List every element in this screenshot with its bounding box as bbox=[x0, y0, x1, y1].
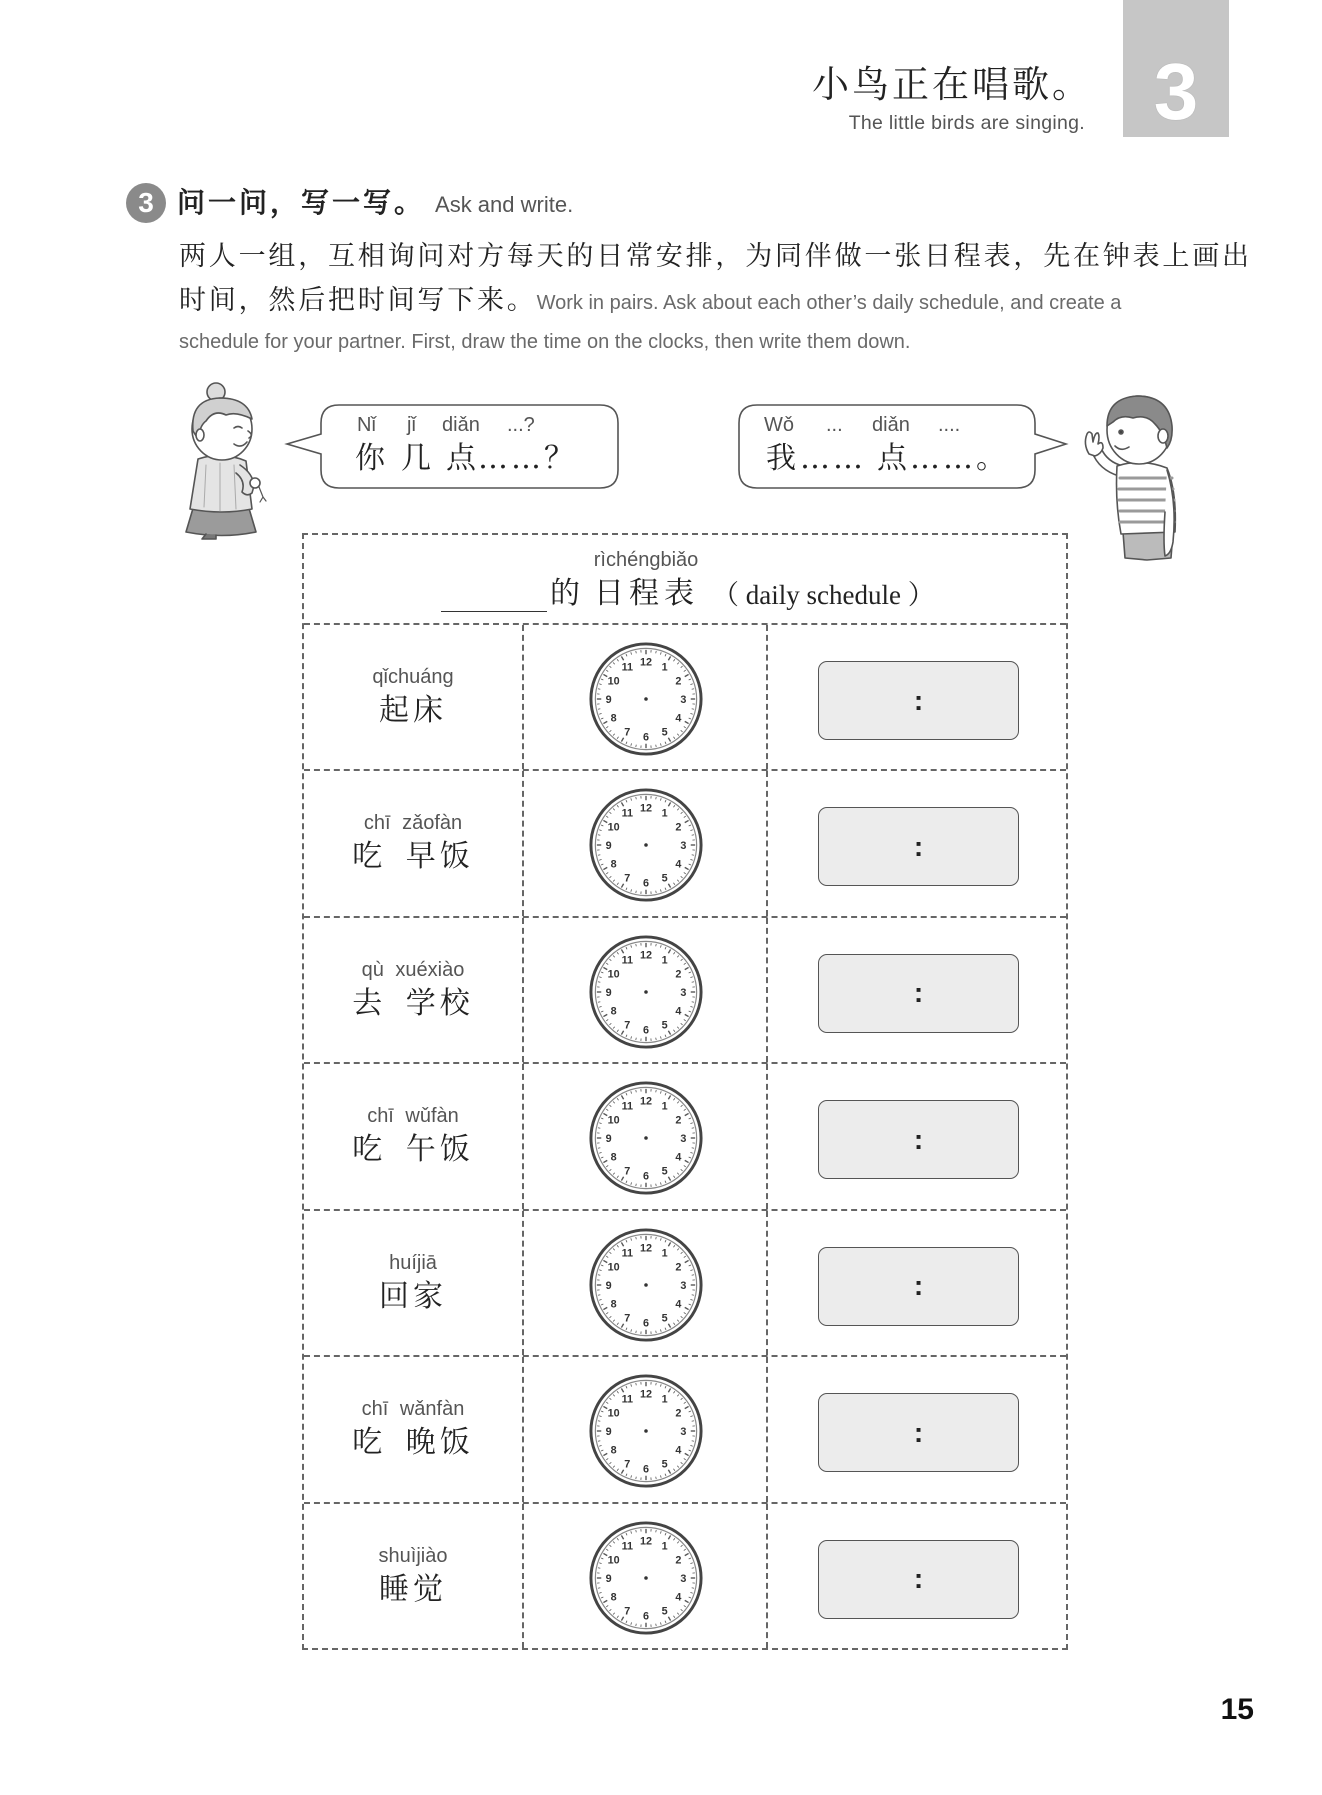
clock-number: 3 bbox=[680, 840, 687, 853]
clock-number: 8 bbox=[610, 1005, 617, 1018]
clock-number: 11 bbox=[621, 1100, 634, 1113]
clock-number: 5 bbox=[661, 1019, 668, 1032]
clock-tick bbox=[656, 1477, 657, 1479]
clock-number: 5 bbox=[661, 1604, 668, 1617]
bubble-hanzi: 我 bbox=[766, 441, 799, 476]
clock-face bbox=[587, 1519, 705, 1637]
bubble-pinyin: .... bbox=[938, 414, 961, 436]
schedule-row bbox=[304, 1064, 1066, 1210]
time-colon: : bbox=[913, 977, 924, 1009]
clock-number: 11 bbox=[621, 954, 634, 967]
clock-number: 11 bbox=[621, 1540, 634, 1553]
clock-number: 1 bbox=[661, 661, 668, 674]
clock-cell bbox=[524, 1064, 768, 1208]
clock-tick bbox=[598, 709, 600, 710]
clock-number: 6 bbox=[642, 1463, 650, 1476]
clock-tick bbox=[692, 1294, 694, 1295]
clock-tick bbox=[692, 1274, 694, 1275]
clock-number: 5 bbox=[661, 726, 668, 739]
clock-tick bbox=[656, 891, 657, 893]
activity-cell bbox=[304, 1211, 524, 1355]
clock-tick bbox=[656, 1529, 657, 1531]
bubble-pinyin: diǎn bbox=[872, 414, 910, 436]
time-colon: : bbox=[913, 830, 924, 862]
clock-tick bbox=[598, 1294, 600, 1295]
clock-tick bbox=[692, 982, 694, 983]
clock-tick bbox=[656, 1090, 657, 1092]
clock-number: 3 bbox=[680, 1279, 687, 1292]
activity-pinyin: shuìjiào bbox=[378, 1544, 448, 1567]
time-box bbox=[818, 1100, 1019, 1179]
clock-number: 6 bbox=[642, 731, 650, 744]
clock-tick bbox=[636, 1237, 637, 1239]
header-title-zh: 日程表 bbox=[594, 576, 699, 611]
activity-pinyin: huíjiā bbox=[389, 1251, 437, 1274]
clock-number: 10 bbox=[607, 821, 620, 834]
clock-number: 10 bbox=[607, 1114, 620, 1127]
clock-cell bbox=[524, 1211, 768, 1355]
activity-pinyin: qù xuéxiào bbox=[361, 958, 465, 981]
clock-tick bbox=[598, 1148, 600, 1149]
time-box bbox=[818, 1540, 1019, 1619]
clock-number: 2 bbox=[675, 1407, 682, 1420]
clock-number: 4 bbox=[675, 712, 682, 725]
time-cell bbox=[768, 1211, 1066, 1355]
clock-number: 2 bbox=[675, 1553, 682, 1566]
clock-tick bbox=[656, 745, 657, 747]
clock-number: 9 bbox=[605, 1133, 612, 1146]
clock-number: 5 bbox=[661, 1165, 668, 1178]
bubble-hanzi: …… bbox=[800, 441, 866, 476]
clock-number: 10 bbox=[607, 1553, 620, 1566]
time-colon: : bbox=[913, 1270, 924, 1302]
girl-illustration bbox=[176, 381, 276, 541]
clock-tick bbox=[656, 651, 657, 653]
bubble-hanzi: 几 bbox=[401, 441, 434, 476]
clock-tick bbox=[598, 835, 600, 836]
clock-number: 2 bbox=[675, 821, 682, 834]
clock-cell bbox=[524, 1357, 768, 1501]
clock-tick bbox=[636, 1383, 637, 1385]
clock-tick bbox=[692, 1421, 694, 1422]
clock-tick bbox=[636, 745, 637, 747]
bubble-hanzi: 你 bbox=[355, 441, 388, 476]
clock-number: 4 bbox=[675, 1591, 682, 1604]
schedule-row bbox=[304, 918, 1066, 1064]
section-heading-zh: 问一问，写一写。 bbox=[177, 186, 426, 219]
clock-tick bbox=[636, 797, 637, 799]
clock-tick bbox=[636, 651, 637, 653]
clock-face bbox=[587, 640, 705, 758]
clock-tick bbox=[656, 944, 657, 946]
clock-tick bbox=[692, 1148, 694, 1149]
clock-center-dot bbox=[644, 1283, 648, 1287]
clock-number: 12 bbox=[639, 1388, 653, 1401]
bubble-pinyin: ... bbox=[826, 414, 843, 436]
time-cell bbox=[768, 1064, 1066, 1208]
time-cell bbox=[768, 1504, 1066, 1648]
clock-number: 3 bbox=[680, 986, 687, 999]
clock-tick bbox=[636, 1038, 637, 1040]
clock-tick bbox=[656, 797, 657, 799]
clock-face bbox=[587, 933, 705, 1051]
clock-number: 3 bbox=[680, 1572, 687, 1585]
instruction-line bbox=[179, 321, 1209, 365]
activity-pinyin: chī wǎnfàn bbox=[361, 1398, 465, 1421]
clock-center-dot bbox=[644, 990, 648, 994]
clock-number: 5 bbox=[661, 1458, 668, 1471]
header-title-en: （ daily schedule ） bbox=[712, 580, 935, 610]
clock-number: 12 bbox=[639, 1535, 653, 1548]
schedule-header bbox=[304, 535, 1066, 625]
clock-number: 2 bbox=[675, 675, 682, 688]
clock-cell bbox=[524, 771, 768, 915]
clock-tick bbox=[692, 855, 694, 856]
clock-number: 8 bbox=[610, 1151, 617, 1164]
activity-cell bbox=[304, 918, 524, 1062]
bubble-hanzi: 点 bbox=[446, 441, 479, 476]
header-prefix: 的 bbox=[550, 576, 580, 611]
clock-number: 6 bbox=[642, 1609, 650, 1622]
schedule-row bbox=[304, 1357, 1066, 1503]
clock-cell bbox=[524, 918, 768, 1062]
clock-number: 7 bbox=[624, 1165, 631, 1178]
clock-number: 8 bbox=[610, 1591, 617, 1604]
clock-tick bbox=[692, 1441, 694, 1442]
activity-cell bbox=[304, 625, 524, 769]
name-blank-line bbox=[441, 611, 547, 612]
clock-tick bbox=[598, 1587, 600, 1588]
activity-hanzi: 睡觉 bbox=[379, 1571, 447, 1607]
clock-cell bbox=[524, 1504, 768, 1648]
time-cell bbox=[768, 771, 1066, 915]
clock-number: 2 bbox=[675, 968, 682, 981]
clock-tick bbox=[656, 1383, 657, 1385]
clock-number: 7 bbox=[624, 1019, 631, 1032]
clock-face bbox=[587, 1372, 705, 1490]
bubble-hanzi: 点 bbox=[877, 441, 910, 476]
clock-tick bbox=[692, 1587, 694, 1588]
clock-number: 3 bbox=[680, 693, 687, 706]
boy-illustration bbox=[1077, 392, 1181, 564]
clock-number: 1 bbox=[661, 954, 668, 967]
activity-pinyin: chī zǎofàn bbox=[363, 812, 463, 835]
clock-cell bbox=[524, 625, 768, 769]
clock-tick bbox=[598, 855, 600, 856]
activity-pinyin: chī wǔfàn bbox=[367, 1105, 459, 1128]
activity-cell bbox=[304, 771, 524, 915]
clock-tick bbox=[598, 1567, 600, 1568]
clock-tick bbox=[598, 982, 600, 983]
clock-number: 1 bbox=[661, 1393, 668, 1406]
schedule-row bbox=[304, 1504, 1066, 1648]
clock-number: 1 bbox=[661, 1247, 668, 1260]
clock-number: 4 bbox=[675, 1298, 682, 1311]
clock-tick bbox=[656, 1237, 657, 1239]
clock-tick bbox=[656, 1038, 657, 1040]
bubble-pinyin: jǐ bbox=[407, 414, 416, 436]
activity-cell bbox=[304, 1064, 524, 1208]
activity-pinyin: qǐchuáng bbox=[372, 666, 454, 688]
schedule-body bbox=[304, 625, 1066, 1648]
clock-number: 11 bbox=[621, 1247, 634, 1260]
clock-number: 2 bbox=[675, 1114, 682, 1127]
clock-tick bbox=[636, 1477, 637, 1479]
clock-number: 3 bbox=[680, 1133, 687, 1146]
clock-number: 4 bbox=[675, 859, 682, 872]
clock-number: 4 bbox=[675, 1444, 682, 1457]
instruction-zh: 两人一组，互相询问对方每天的日常安排，为同伴做一张日程表，先在钟表上画出 bbox=[179, 241, 1252, 272]
clock-face bbox=[587, 786, 705, 904]
schedule-row bbox=[304, 771, 1066, 917]
time-box bbox=[818, 1393, 1019, 1472]
clock-number: 12 bbox=[639, 949, 653, 962]
instruction-zh: 时间，然后把时间写下来。 bbox=[179, 284, 537, 316]
clock-tick bbox=[636, 1623, 637, 1625]
clock-number: 9 bbox=[605, 693, 612, 706]
clock-number: 11 bbox=[621, 661, 634, 674]
clock-tick bbox=[636, 1090, 637, 1092]
activity-hanzi: 起床 bbox=[379, 693, 447, 728]
clock-number: 9 bbox=[605, 1426, 612, 1439]
lesson-title: 小鸟正在唱歌。 bbox=[812, 63, 1092, 106]
clock-tick bbox=[692, 1128, 694, 1129]
clock-number: 12 bbox=[639, 802, 653, 815]
activity-hanzi: 回家 bbox=[379, 1278, 447, 1314]
clock-tick bbox=[636, 1184, 637, 1186]
clock-tick bbox=[656, 1330, 657, 1332]
clock-tick bbox=[598, 1441, 600, 1442]
clock-number: 3 bbox=[680, 1426, 687, 1439]
activity-hanzi: 去 学校 bbox=[352, 985, 474, 1021]
activity-hanzi: 吃 午饭 bbox=[352, 1132, 474, 1168]
time-cell bbox=[768, 625, 1066, 769]
clock-face bbox=[587, 1226, 705, 1344]
clock-number: 11 bbox=[621, 1393, 634, 1406]
time-box bbox=[818, 1247, 1019, 1326]
header-pinyin: rìchéngbiǎo bbox=[593, 549, 699, 571]
activity-cell bbox=[304, 1504, 524, 1648]
clock-tick bbox=[636, 1529, 637, 1531]
clock-number: 9 bbox=[605, 986, 612, 999]
clock-tick bbox=[636, 1330, 637, 1332]
section-heading bbox=[177, 183, 573, 223]
clock-number: 1 bbox=[661, 1540, 668, 1553]
clock-number: 7 bbox=[624, 872, 631, 885]
instruction-line bbox=[179, 234, 1252, 278]
clock-number: 5 bbox=[661, 872, 668, 885]
clock-number: 10 bbox=[607, 968, 620, 981]
clock-number: 5 bbox=[661, 1311, 668, 1324]
clock-face bbox=[587, 1079, 705, 1197]
clock-number: 8 bbox=[610, 712, 617, 725]
clock-number: 11 bbox=[621, 808, 634, 821]
clock-tick bbox=[636, 944, 637, 946]
time-cell bbox=[768, 1357, 1066, 1501]
clock-center-dot bbox=[644, 844, 648, 848]
clock-number: 12 bbox=[639, 656, 653, 669]
schedule-row bbox=[304, 625, 1066, 771]
clock-number: 8 bbox=[610, 859, 617, 872]
bubble-pinyin: Nǐ bbox=[357, 414, 376, 436]
time-colon: : bbox=[913, 684, 924, 716]
clock-tick bbox=[598, 1002, 600, 1003]
clock-number: 12 bbox=[639, 1242, 653, 1255]
time-box bbox=[818, 954, 1019, 1033]
clock-number: 12 bbox=[639, 1095, 653, 1108]
instruction-en: schedule for your partner. First, draw the time on the clocks, then write them down. bbox=[179, 331, 911, 353]
bubble-pinyin: diǎn bbox=[442, 414, 480, 436]
lesson-subtitle: The little birds are singing. bbox=[848, 112, 1085, 134]
clock-number: 4 bbox=[675, 1151, 682, 1164]
clock-tick bbox=[598, 1274, 600, 1275]
clock-number: 9 bbox=[605, 1279, 612, 1292]
instruction-en: Work in pairs. Ask about each other’s daily schedule, and create a bbox=[536, 291, 1122, 314]
clock-number: 6 bbox=[642, 1316, 650, 1329]
clock-number: 10 bbox=[607, 1407, 620, 1420]
section-number-badge: 3 bbox=[126, 183, 166, 223]
activity-hanzi: 吃 晚饭 bbox=[352, 1425, 474, 1461]
clock-tick bbox=[598, 1128, 600, 1129]
section-heading-en: Ask and write. bbox=[435, 192, 574, 217]
bubble-pinyin: ...? bbox=[507, 414, 535, 436]
time-cell bbox=[768, 918, 1066, 1062]
clock-tick bbox=[692, 1002, 694, 1003]
clock-number: 1 bbox=[661, 1100, 668, 1113]
clock-tick bbox=[692, 689, 694, 690]
time-colon: : bbox=[913, 1123, 924, 1155]
clock-number: 6 bbox=[642, 1170, 650, 1183]
chapter-number: 3 bbox=[1153, 47, 1199, 136]
clock-number: 7 bbox=[624, 1311, 631, 1324]
bubble-pinyin: Wǒ bbox=[764, 414, 794, 436]
clock-center-dot bbox=[644, 1429, 648, 1433]
clock-number: 7 bbox=[624, 726, 631, 739]
clock-tick bbox=[692, 1567, 694, 1568]
chapter-tab bbox=[1123, 0, 1229, 137]
bubble-hanzi: ……？ bbox=[478, 441, 577, 476]
clock-tick bbox=[636, 891, 637, 893]
clock-number: 8 bbox=[610, 1298, 617, 1311]
page-number: 15 bbox=[1220, 1693, 1254, 1726]
bubble-hanzi: ……。 bbox=[910, 441, 1009, 476]
instruction-line bbox=[179, 278, 1209, 322]
clock-number: 2 bbox=[675, 1260, 682, 1273]
clock-number: 6 bbox=[642, 1024, 650, 1037]
clock-number: 8 bbox=[610, 1444, 617, 1457]
clock-number: 7 bbox=[624, 1458, 631, 1471]
clock-tick bbox=[692, 835, 694, 836]
schedule-table bbox=[302, 533, 1068, 1650]
clock-number: 9 bbox=[605, 840, 612, 853]
clock-center-dot bbox=[644, 1576, 648, 1580]
clock-number: 4 bbox=[675, 1005, 682, 1018]
clock-center-dot bbox=[644, 1136, 648, 1140]
clock-tick bbox=[598, 1421, 600, 1422]
clock-number: 6 bbox=[642, 877, 650, 890]
time-box bbox=[818, 661, 1019, 740]
clock-number: 7 bbox=[624, 1604, 631, 1617]
schedule-row bbox=[304, 1211, 1066, 1357]
clock-tick bbox=[692, 709, 694, 710]
clock-number: 9 bbox=[605, 1572, 612, 1585]
clock-tick bbox=[656, 1623, 657, 1625]
clock-center-dot bbox=[644, 697, 648, 701]
clock-tick bbox=[656, 1184, 657, 1186]
instructions bbox=[179, 234, 1252, 365]
clock-number: 10 bbox=[607, 675, 620, 688]
time-box bbox=[818, 807, 1019, 886]
time-colon: : bbox=[913, 1416, 924, 1448]
clock-number: 10 bbox=[607, 1260, 620, 1273]
clock-tick bbox=[598, 689, 600, 690]
clock-number: 1 bbox=[661, 808, 668, 821]
activity-cell bbox=[304, 1357, 524, 1501]
time-colon: : bbox=[913, 1563, 924, 1595]
activity-hanzi: 吃 早饭 bbox=[352, 839, 474, 875]
